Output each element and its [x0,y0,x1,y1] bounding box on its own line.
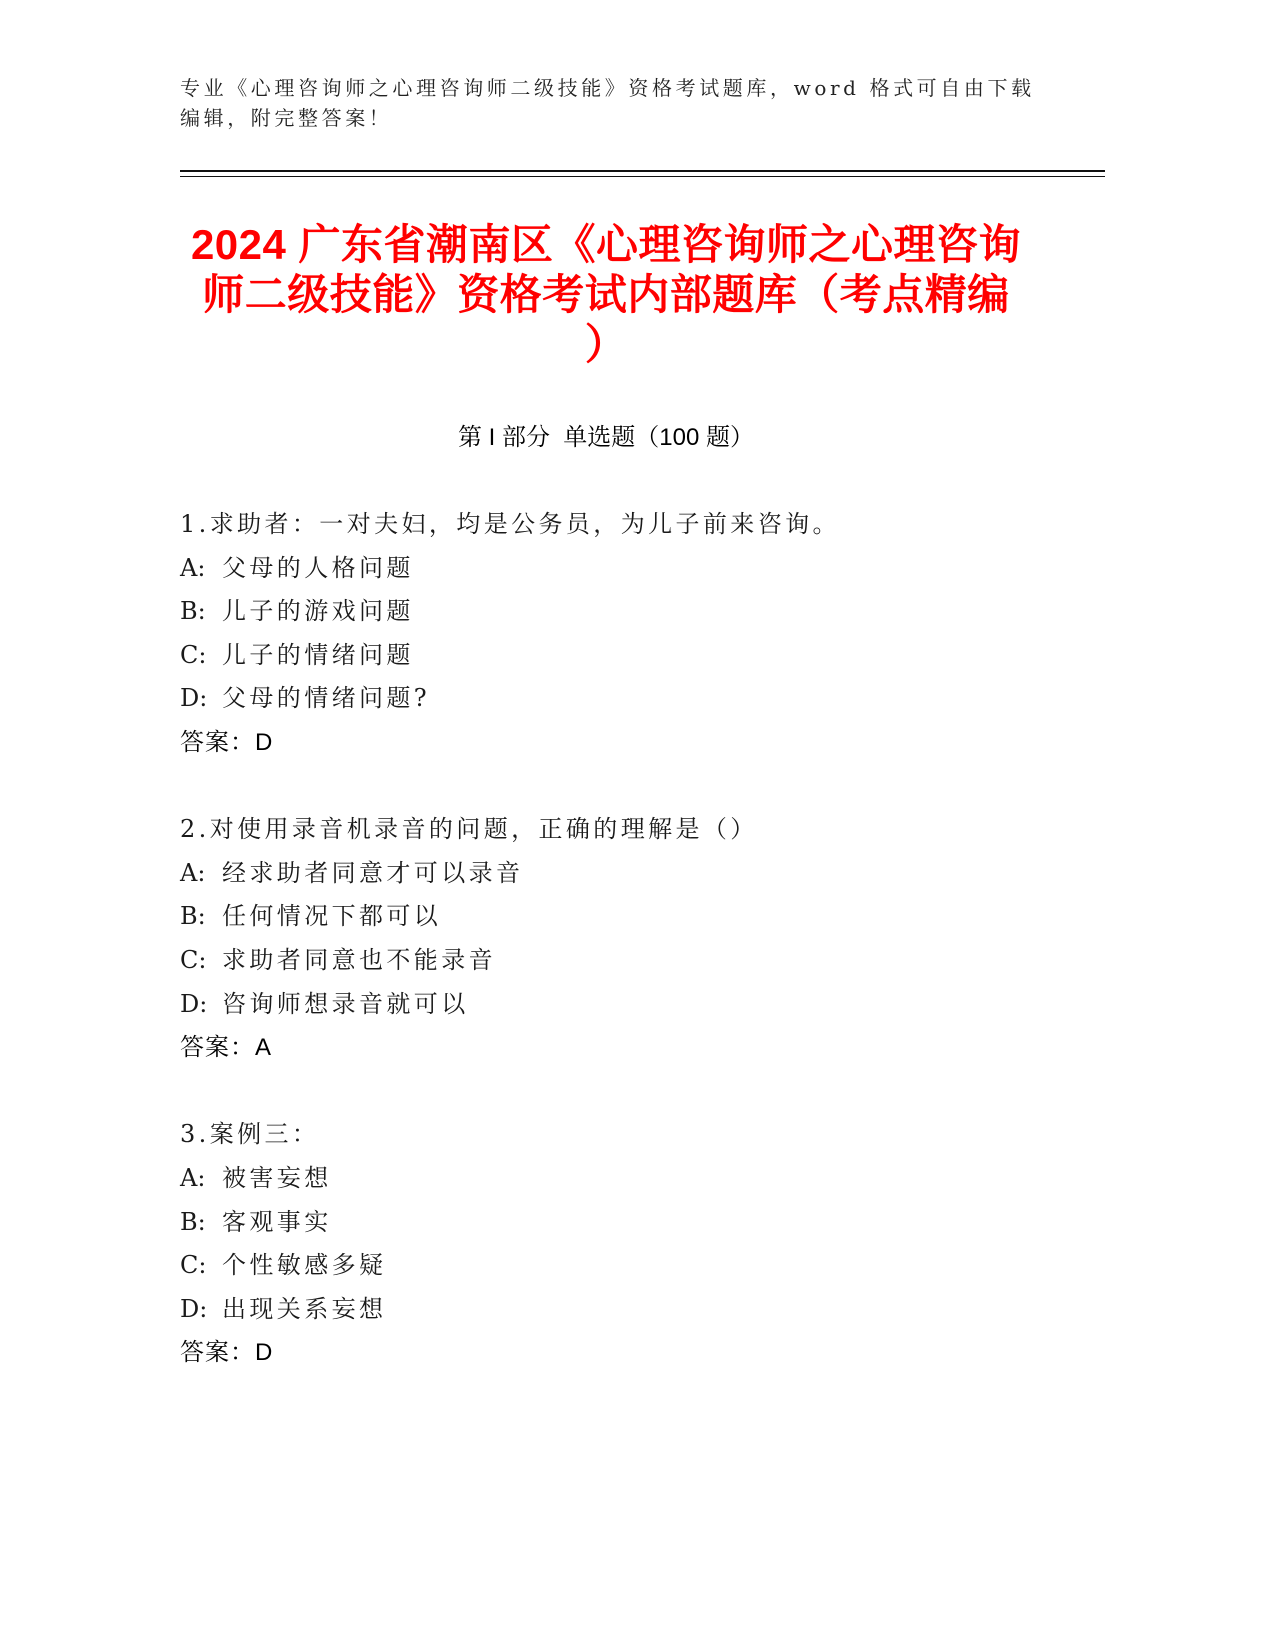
option-label: C: [180,945,207,974]
option-text: 经求助者同意才可以录音 [222,858,524,887]
answer-prefix: 答案： [180,1339,255,1367]
document-title [180,220,1032,370]
question-option [180,852,1105,896]
header-line: 专业《心理咨询师之心理咨询师二级技能》资格考试题库，word 格式可自由下载 [180,76,1035,100]
question-option [180,1201,1105,1245]
question-option [180,590,1105,634]
question-item [180,808,1105,1070]
title-line: 2024 广东省潮南区《心理咨询师之心理咨询 [190,221,1022,268]
question-option [180,677,1105,721]
option-label: D: [180,989,208,1018]
answer-line [180,1331,1105,1375]
option-label: B: [180,597,206,626]
option-label: C: [180,640,207,669]
option-label: C: [180,1251,207,1280]
question-stem: 2.对使用录音机录音的问题，正确的理解是（） [180,815,758,844]
option-label: B: [180,902,206,931]
question-option [180,895,1105,939]
option-text: 个性敏感多疑 [222,1251,387,1280]
option-label: D: [180,684,208,713]
question-stem: 3.案例三： [180,1120,320,1149]
option-label: A: [180,553,206,582]
option-text: 父母的人格问题 [222,553,414,582]
answer-line [180,721,1105,765]
option-label: A: [180,858,206,887]
title-line: ） [584,321,628,368]
question-item [180,1113,1105,1375]
document-header [180,73,1105,133]
question-stem: 1.求助者：一对夫妇，均是公务员，为儿子前来咨询。 [180,510,840,538]
option-text: 客观事实 [222,1207,332,1236]
option-label: B: [180,1207,206,1236]
question-option [180,634,1105,678]
answer-prefix: 答案： [180,728,255,756]
option-text: 儿子的游戏问题 [222,597,414,626]
question-option [180,939,1105,983]
option-label: D: [180,1294,208,1323]
option-text: 儿子的情绪问题 [222,640,414,669]
header-divider-thin [180,176,1105,177]
option-text: 父母的情绪问题? [222,684,431,713]
option-text: 咨询师想录音就可以 [222,989,469,1018]
header-divider-thick [180,170,1105,172]
option-text: 求助者同意也不能录音 [222,945,496,974]
question-option [180,547,1105,591]
answer-value: D [255,728,274,756]
header-line: 编辑，附完整答案！ [180,106,393,130]
section-heading: 第 I 部分 单选题（100 题） [457,424,755,451]
question-option [180,1288,1105,1332]
option-text: 出现关系妄想 [222,1294,387,1323]
option-text: 被害妄想 [222,1163,332,1192]
answer-value: D [255,1339,274,1367]
question-option [180,1244,1105,1288]
question-option [180,1157,1105,1201]
question-item [180,503,1105,765]
question-option [180,983,1105,1027]
option-label: A: [180,1163,206,1192]
question-list [180,503,1105,1418]
answer-line [180,1026,1105,1070]
answer-prefix: 答案： [180,1034,255,1062]
answer-value: A [255,1034,273,1062]
option-text: 任何情况下都可以 [222,902,442,931]
title-line: 师二级技能》资格考试内部题库（考点精编 [202,271,1010,318]
